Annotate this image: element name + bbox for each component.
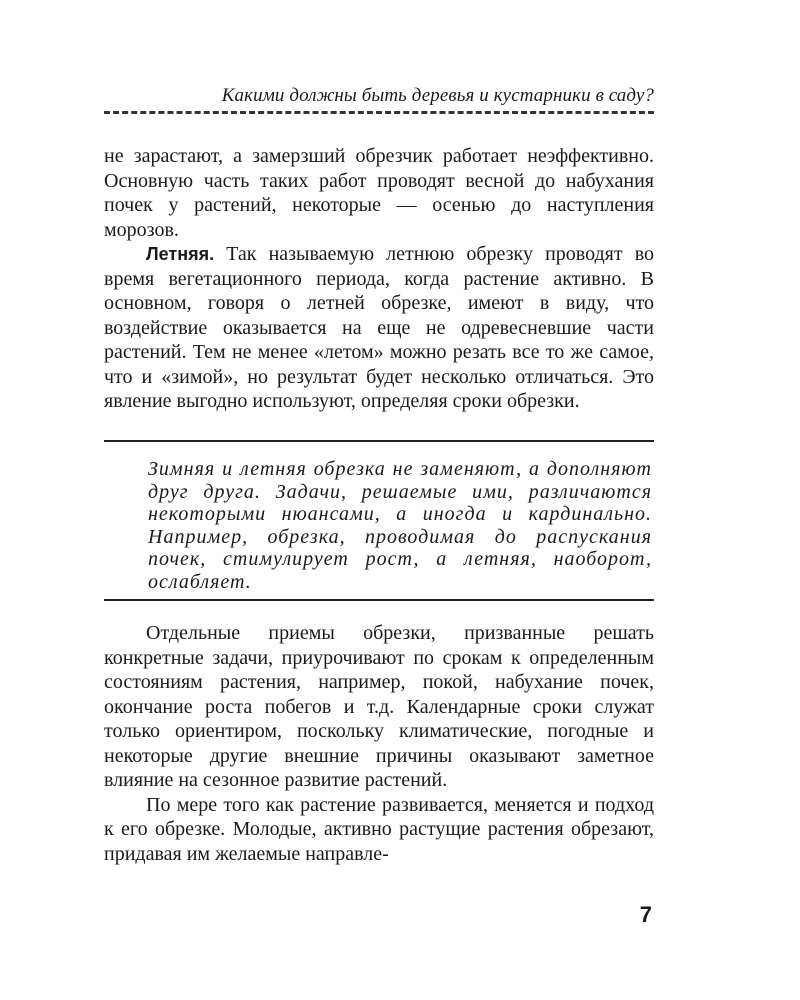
paragraph-text: Так называемую летнюю обрезку проводят во время вегетационного периода, когда растение активно. В основном, говоря о летней обрезке, имеют в виду, что воздействие оказывается на еще не одревесневшие части растений. Тем не менее «летом» можно резать все то же самое, что и «зимой», но результат будет несколько отличаться. Это явление выгодно используют, определяя сроки обрезки. [104,243,654,412]
paragraph-summer [104,242,654,414]
note-box [148,458,652,594]
paragraph-lead: Летняя. [146,244,215,264]
text-block-bottom [104,621,654,866]
paragraph: Отдельные приемы обрезки, призванные решать конкретные задачи, приурочивают по срокам к определенным состояниям растения, например, покой, набухание почек, окончание роста побегов и т.д. Календарные сроки служат только ориентиром, поскольку климатические, погодные и некоторые другие внешние причины оказывают заметное влияние на сезонное развитие растений. [104,622,654,791]
page-number: 7 [639,902,652,927]
note-text: Зимняя и летняя обрезка не заменяют, а дополняют друг друга. Задачи, решаемые ими, различаются некоторыми нюансами, а иногда и кардинально. Например, обрезка, проводимая до распускания почек, стимулирует рост, а летняя, наоборот, ослабляет. [148,458,652,593]
text-block-top [104,144,654,414]
header-divider [104,111,654,114]
note-bottom-rule [104,599,654,601]
paragraph: По мере того как растение развивается, меняется и подход к его обрезке. Молодые, активно растущие растения обрезают, придавая им желаемые направле- [104,793,654,865]
paragraph: не зарастают, а замерзший обрезчик работает неэффективно. Основную часть таких работ проводят весной до набухания почек у растений, некоторые — осенью до наступления морозов. [104,145,654,241]
note-top-rule [104,440,654,442]
running-header: Какими должны быть деревья и кустарники в саду? [221,85,654,106]
